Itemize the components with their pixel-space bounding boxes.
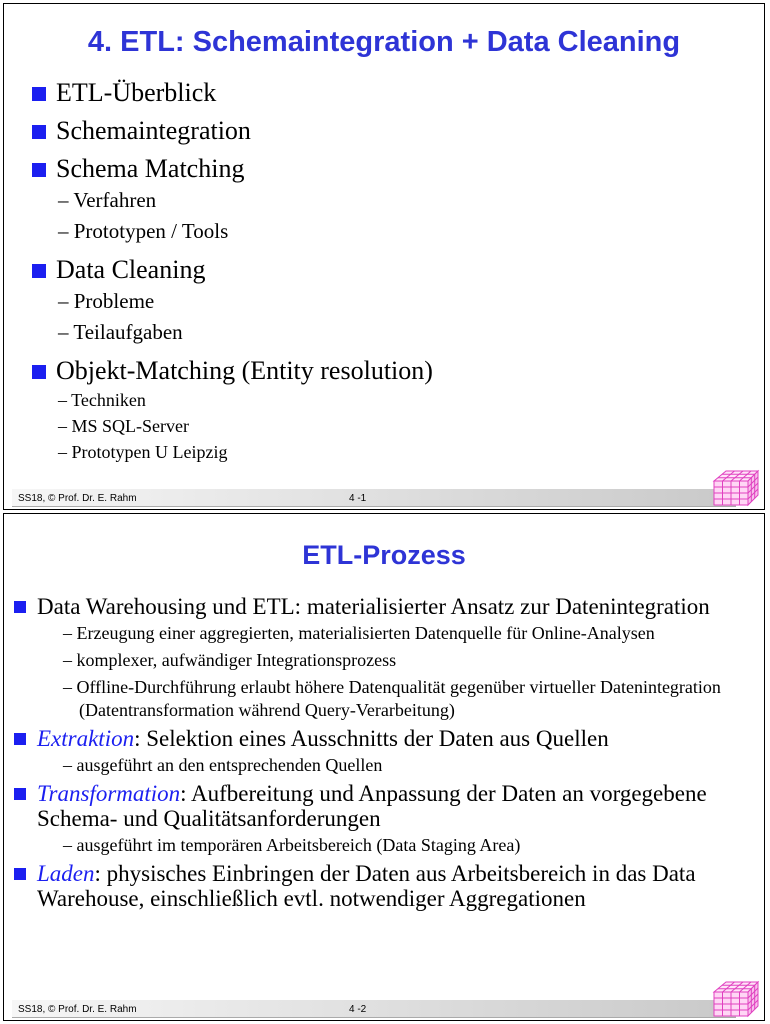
square-bullet-icon — [14, 868, 26, 880]
square-bullet-icon — [32, 163, 46, 177]
item-text: Data Warehousing und ETL: materialisierter Ansatz zur Datenintegration — [37, 594, 710, 619]
list-item — [32, 116, 433, 146]
slide-footer — [4, 998, 764, 1020]
item-label: ETL-Überblick — [56, 78, 217, 107]
item-keyword: Transformation — [37, 781, 181, 806]
footer-author: SS18, © Prof. Dr. E. Rahm — [18, 493, 137, 504]
square-bullet-icon — [32, 87, 46, 101]
square-bullet-icon — [14, 733, 26, 745]
slide-2 — [3, 513, 765, 1021]
list-item — [32, 356, 433, 465]
list-item — [32, 255, 433, 348]
grid-cube-icon — [712, 469, 760, 507]
list-item — [14, 781, 754, 857]
footer-author: SS18, © Prof. Dr. E. Rahm — [18, 1004, 137, 1015]
sub-item: – Offline-Durchführung erlaubt höhere Datenqualität gegenüber virtueller Datenintegration (Datentransformation während Query-Verarbeitung) — [63, 677, 721, 720]
square-bullet-icon — [32, 125, 46, 139]
square-bullet-icon — [32, 264, 46, 278]
slide-footer — [4, 487, 764, 509]
list-item — [32, 78, 433, 108]
list-item — [32, 154, 433, 247]
item-text: : physisches Einbringen der Daten aus Arbeitsbereich in das Data Warehouse, einschließlich evtl. notwendiger Aggregationen — [37, 861, 696, 911]
item-label: Schemaintegration — [56, 116, 251, 145]
slide-1 — [3, 3, 765, 510]
list-item — [14, 594, 754, 722]
sub-item: – Prototypen / Tools — [58, 219, 229, 243]
sub-item: – Prototypen U Leipzig — [58, 442, 228, 462]
list-item — [14, 861, 754, 911]
bullet-list — [14, 594, 754, 915]
sub-item: – ausgeführt an den entsprechenden Quellen — [63, 755, 383, 775]
slide-title: 4. ETL: Schemaintegration + Data Cleaning — [87, 26, 681, 58]
sub-item: – Verfahren — [58, 188, 157, 212]
page-number: 4 -2 — [349, 1004, 367, 1015]
item-text: : Selektion eines Ausschnitts der Daten aus Quellen — [134, 726, 609, 751]
square-bullet-icon — [14, 601, 26, 613]
slide-title: ETL-Prozess — [302, 540, 466, 570]
sub-list — [37, 622, 754, 722]
item-label: Objekt-Matching (Entity resolution) — [56, 356, 433, 385]
item-label: Data Cleaning — [56, 255, 206, 284]
item-keyword: Extraktion — [37, 726, 135, 751]
item-keyword: Laden — [37, 861, 95, 886]
square-bullet-icon — [32, 365, 46, 379]
item-label: Schema Matching — [56, 154, 245, 183]
page-number: 4 -1 — [349, 493, 367, 504]
sub-item: – Probleme — [58, 289, 155, 313]
square-bullet-icon — [14, 788, 26, 800]
bullet-list — [32, 78, 433, 473]
sub-list — [37, 834, 754, 857]
sub-item: – MS SQL-Server — [58, 416, 189, 436]
sub-item: – Erzeugung einer aggregierten, materialisierten Datenquelle für Online-Analysen — [63, 623, 655, 643]
grid-cube-icon — [712, 980, 760, 1018]
sub-list — [56, 286, 433, 348]
sub-item: – komplexer, aufwändiger Integrationsprozess — [63, 650, 397, 670]
sub-item: – Teilaufgaben — [58, 320, 183, 344]
list-item — [14, 726, 754, 777]
sub-list — [56, 185, 433, 247]
sub-item: – ausgeführt im temporären Arbeitsbereich (Data Staging Area) — [63, 835, 521, 855]
sub-list — [37, 754, 754, 777]
item-text: : Aufbereitung und Anpassung der Daten an vorgegebene Schema- und Qualitätsanforderungen — [37, 781, 707, 831]
sub-item: – Techniken — [58, 390, 146, 410]
sub-list — [56, 387, 433, 465]
